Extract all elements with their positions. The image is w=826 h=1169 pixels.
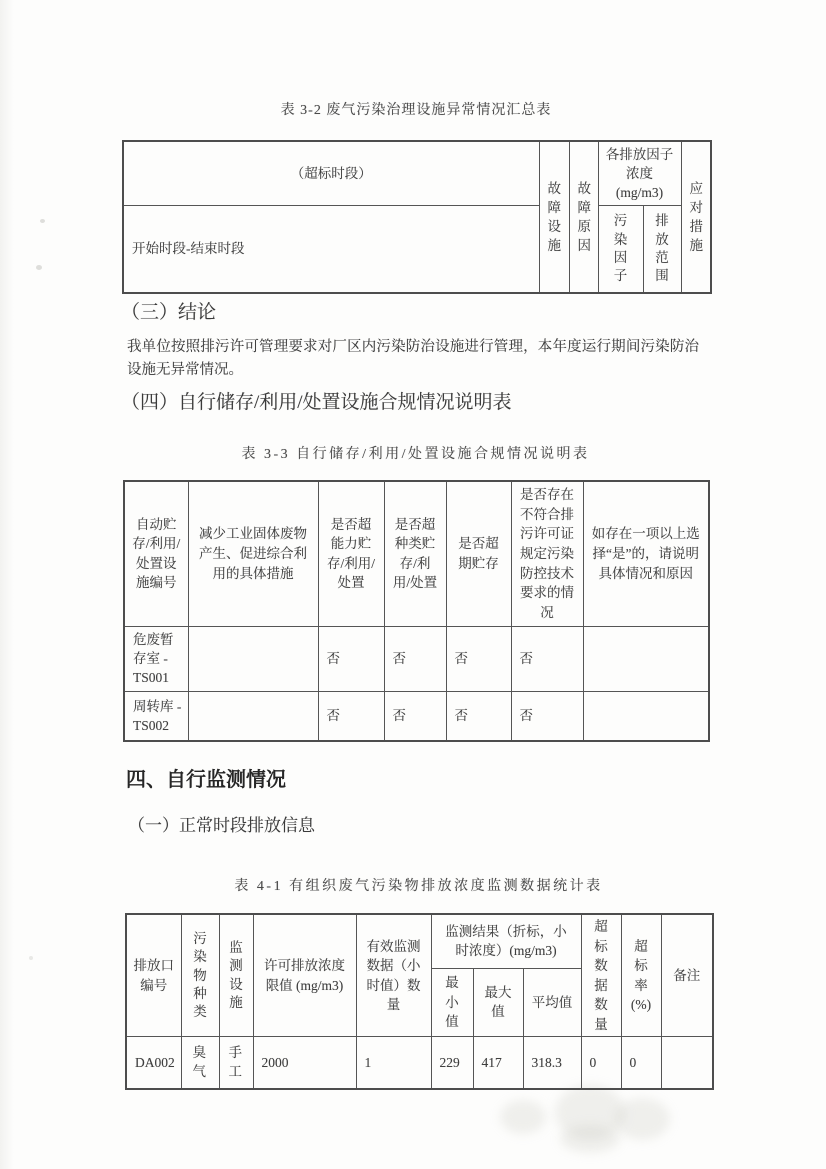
table-row <box>126 1037 713 1089</box>
header-cell-pollutant-factor: 污染因子 <box>598 205 643 293</box>
scan-smudge <box>615 1098 670 1140</box>
header-cell-permitted-limit: 许可排放浓度限值 (mg/m3) <box>253 914 356 1037</box>
header-cell-remark: 备注 <box>661 914 713 1037</box>
cell-pollutant-type: 臭气 <box>181 1037 219 1089</box>
section-4-heading: （四）自行储存/利用/处置设施合规情况说明表 <box>121 392 512 413</box>
cell-max-value: 417 <box>473 1037 523 1089</box>
header-cell-fault-facility: 故障设施 <box>539 141 569 293</box>
header-cell-reduction-measures: 减少工业固体废物产生、促进综合利用的具体措施 <box>188 481 318 626</box>
header-cell-min-value: 最小值 <box>431 968 473 1037</box>
cell-over-capacity: 否 <box>318 626 384 691</box>
cell-permitted-limit: 2000 <box>253 1037 356 1089</box>
scan-speck <box>36 265 42 270</box>
cell-measures <box>188 691 318 741</box>
cell-non-compliance: 否 <box>511 626 583 691</box>
cell-exceed-rate: 0 <box>621 1037 661 1089</box>
cell-measures <box>188 626 318 691</box>
scan-smudge <box>560 1125 620 1153</box>
cell-over-type: 否 <box>384 691 446 741</box>
header-cell-exceed-count: 超标数据数量 <box>581 914 621 1037</box>
section-1-heading: （一）正常时段排放信息 <box>128 816 315 835</box>
table-row <box>123 205 711 293</box>
cell-exceed-count: 0 <box>581 1037 621 1089</box>
header-cell-over-capacity: 是否超能力贮存/利用/处置 <box>318 481 384 626</box>
header-cell-max-value: 最大值 <box>473 968 523 1037</box>
header-cell-exceed-rate: 超标率 (%) <box>621 914 661 1037</box>
table-3-2-title: 表 3-2 废气污染治理设施异常情况汇总表 <box>280 103 552 118</box>
table-3-3 <box>123 480 710 742</box>
table-3-3-title: 表 3-3 自行储存/利用/处置设施合规情况说明表 <box>241 447 590 462</box>
header-cell-discharge-range: 排放范围 <box>643 205 681 293</box>
cell-facility: 危废暂存室 - TS001 <box>124 626 188 691</box>
cell-over-period: 否 <box>446 626 511 691</box>
cell-over-capacity: 否 <box>318 691 384 741</box>
cell-over-period: 否 <box>446 691 511 741</box>
cell-monitoring-facility: 手工 <box>219 1037 253 1089</box>
scan-speck <box>29 956 33 960</box>
header-cell-over-limit-period: （超标时段） <box>123 141 539 205</box>
header-cell-start-end-period: 开始时段-结束时段 <box>123 205 539 293</box>
cell-outlet-code: DA002 <box>126 1037 181 1089</box>
cell-valid-data-count: 1 <box>356 1037 431 1089</box>
cell-explanation <box>583 626 709 691</box>
cell-avg-value: 318.3 <box>523 1037 581 1089</box>
header-cell-explanation: 如存在一项以上选择“是”的，请说明具体情况和原因 <box>583 481 709 626</box>
table-row <box>123 141 711 205</box>
scan-edge-shading <box>0 0 14 1169</box>
cell-facility: 周转库 - TS002 <box>124 691 188 741</box>
table-3-2 <box>122 140 712 294</box>
cell-non-compliance: 否 <box>511 691 583 741</box>
table-4-1 <box>125 913 714 1090</box>
table-row <box>124 691 709 741</box>
cell-over-type: 否 <box>384 626 446 691</box>
conclusion-heading: （三）结论 <box>121 302 217 323</box>
header-cell-pollutant-type: 污染物种类 <box>181 914 219 1037</box>
conclusion-paragraph: 我单位按照排污许可管理要求对厂区内污染防治设施进行管理，本年度运行期间污染防治设施无异常情况。 <box>127 339 699 378</box>
header-cell-over-type: 是否超种类贮存/利用/处置 <box>384 481 446 626</box>
scan-smudge <box>500 1100 546 1134</box>
table-header-row <box>124 481 709 626</box>
header-cell-fault-cause: 故障原因 <box>569 141 598 293</box>
cell-remark <box>661 1037 713 1089</box>
header-cell-valid-data-count: 有效监测数据（小时值）数量 <box>356 914 431 1037</box>
header-cell-over-period: 是否超期贮存 <box>446 481 511 626</box>
header-cell-monitoring-facility: 监测设施 <box>219 914 253 1037</box>
header-cell-factor-concentration: 各排放因子浓度 (mg/m3) <box>598 141 681 205</box>
header-cell-facility-code: 自动贮存/利用/处置设施编号 <box>124 481 188 626</box>
header-cell-non-compliance: 是否存在不符合排污许可证规定污染防控技术要求的情况 <box>511 481 583 626</box>
table-row <box>124 626 709 691</box>
scan-speck <box>40 219 45 223</box>
header-cell-countermeasure: 应对措施 <box>681 141 711 293</box>
table-header-row <box>126 914 713 968</box>
header-cell-monitoring-result: 监测结果（折标，小时浓度）(mg/m3) <box>431 914 581 968</box>
chapter-4-heading: 四、自行监测情况 <box>126 769 286 791</box>
table-4-1-title: 表 4-1 有组织废气污染物排放浓度监测数据统计表 <box>234 879 603 894</box>
cell-min-value: 229 <box>431 1037 473 1089</box>
cell-explanation <box>583 691 709 741</box>
header-cell-avg-value: 平均值 <box>523 968 581 1037</box>
header-cell-outlet-code: 排放口编号 <box>126 914 181 1037</box>
